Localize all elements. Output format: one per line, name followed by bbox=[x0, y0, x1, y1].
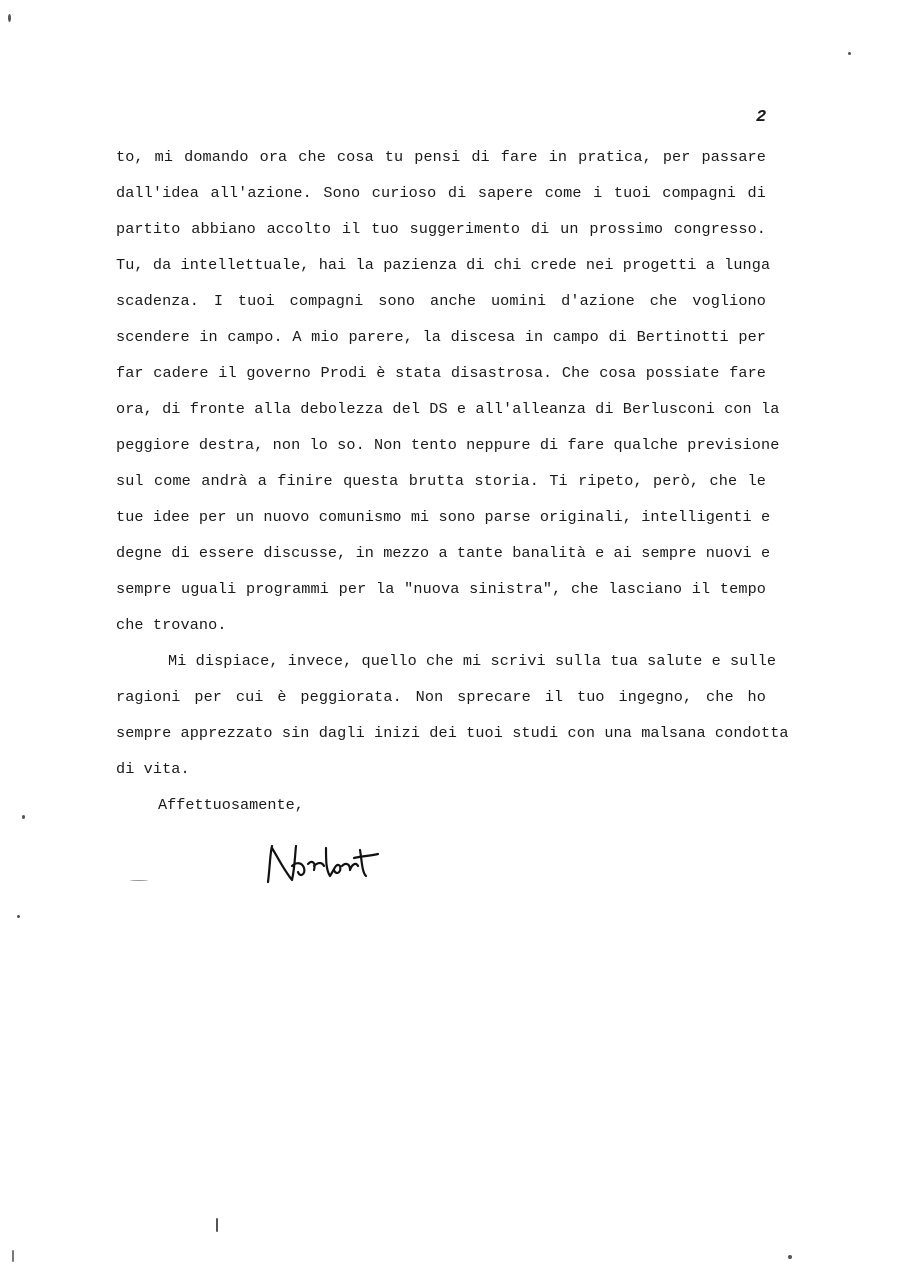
text-line: Tu, da intellettuale, hai la pazienza di chi crede nei progetti a lunga bbox=[116, 256, 771, 274]
text-line: tue idee per un nuovo comunismo mi sono parse originali, intelligenti e bbox=[116, 508, 771, 526]
page-number: 2 bbox=[756, 108, 767, 127]
handwritten-signature bbox=[262, 836, 392, 896]
scan-artifact bbox=[130, 880, 148, 881]
text-line: far cadere il governo Prodi è stata disastrosa. Che cosa possiate fare bbox=[116, 364, 766, 382]
scan-artifact bbox=[22, 815, 25, 819]
text-line: che trovano. bbox=[116, 616, 227, 634]
text-line: ragioni per cui è peggiorata. Non sprecare il tuo ingegno, che ho bbox=[116, 688, 766, 706]
text-line: sempre apprezzato sin dagli inizi dei tuoi studi con una malsana condotta bbox=[116, 724, 789, 742]
text-line: Mi dispiace, invece, quello che mi scrivi sulla tua salute e sulle bbox=[168, 652, 777, 670]
text-line: dall'idea all'azione. Sono curioso di sapere come i tuoi compagni di bbox=[116, 184, 766, 202]
scan-artifact bbox=[8, 14, 11, 22]
scan-artifact bbox=[788, 1255, 792, 1259]
scan-artifact bbox=[216, 1218, 218, 1232]
closing-salutation: Affettuosamente, bbox=[158, 796, 304, 814]
text-line: scendere in campo. A mio parere, la discesa in campo di Bertinotti per bbox=[116, 328, 766, 346]
text-line: partito abbiano accolto il tuo suggerimento di un prossimo congresso. bbox=[116, 220, 766, 238]
text-line: degne di essere discusse, in mezzo a tante banalità e ai sempre nuovi e bbox=[116, 544, 771, 562]
text-line: scadenza. I tuoi compagni sono anche uomini d'azione che vogliono bbox=[116, 292, 766, 310]
text-line: ora, di fronte alla debolezza del DS e all'alleanza di Berlusconi con la bbox=[116, 400, 780, 418]
scan-artifact bbox=[17, 915, 20, 918]
text-line: to, mi domando ora che cosa tu pensi di fare in pratica, per passare bbox=[116, 148, 766, 166]
text-line: peggiore destra, non lo so. Non tento neppure di fare qualche previsione bbox=[116, 436, 780, 454]
letter-body bbox=[116, 142, 789, 790]
scan-artifact bbox=[848, 52, 851, 55]
text-line: sul come andrà a finire questa brutta storia. Ti ripeto, però, che le bbox=[116, 472, 766, 490]
text-line: sempre uguali programmi per la "nuova sinistra", che lasciano il tempo bbox=[116, 580, 766, 598]
scan-artifact bbox=[12, 1250, 14, 1262]
text-line: di vita. bbox=[116, 760, 190, 778]
